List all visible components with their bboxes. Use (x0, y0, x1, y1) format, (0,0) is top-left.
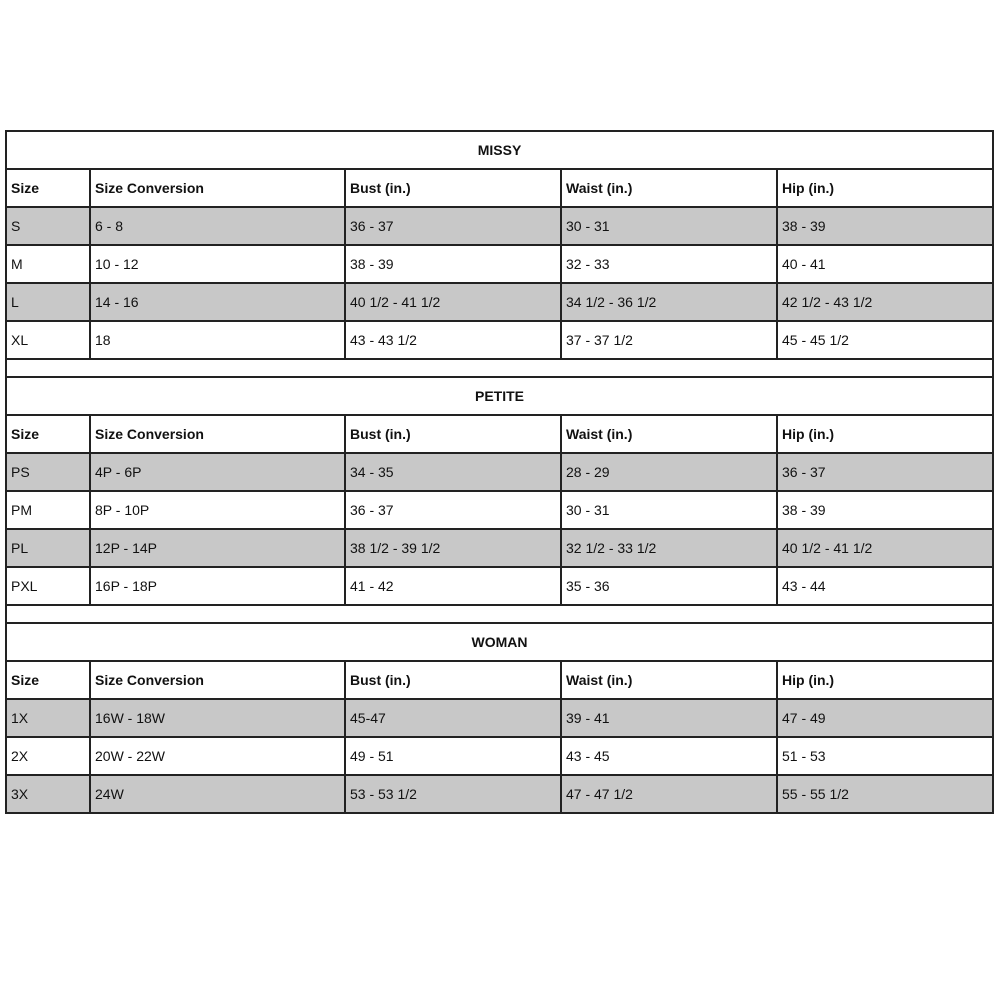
cell-size-conversion: 18 (90, 321, 345, 359)
column-header-row (6, 415, 993, 453)
table-row (6, 283, 993, 321)
cell-size-conversion: 24W (90, 775, 345, 813)
header-hip: Hip (in.) (777, 661, 993, 699)
divider-cell (6, 605, 993, 623)
cell-hip: 38 - 39 (777, 207, 993, 245)
cell-size: 2X (6, 737, 90, 775)
cell-size-conversion: 12P - 14P (90, 529, 345, 567)
cell-hip: 43 - 44 (777, 567, 993, 605)
section-title-row (6, 377, 993, 415)
cell-bust: 49 - 51 (345, 737, 561, 775)
section-divider (6, 605, 993, 623)
cell-hip: 36 - 37 (777, 453, 993, 491)
table-row (6, 245, 993, 283)
cell-size: M (6, 245, 90, 283)
cell-size: PL (6, 529, 90, 567)
cell-waist: 39 - 41 (561, 699, 777, 737)
header-size: Size (6, 415, 90, 453)
table-row (6, 567, 993, 605)
table-row (6, 737, 993, 775)
column-header-row (6, 169, 993, 207)
cell-hip: 40 - 41 (777, 245, 993, 283)
cell-size-conversion: 20W - 22W (90, 737, 345, 775)
cell-hip: 47 - 49 (777, 699, 993, 737)
section-title-row (6, 623, 993, 661)
cell-size-conversion: 16W - 18W (90, 699, 345, 737)
cell-hip: 40 1/2 - 41 1/2 (777, 529, 993, 567)
cell-size: XL (6, 321, 90, 359)
cell-hip: 42 1/2 - 43 1/2 (777, 283, 993, 321)
table-row (6, 699, 993, 737)
cell-bust: 53 - 53 1/2 (345, 775, 561, 813)
header-size-conversion: Size Conversion (90, 661, 345, 699)
cell-size-conversion: 10 - 12 (90, 245, 345, 283)
cell-bust: 45-47 (345, 699, 561, 737)
cell-waist: 30 - 31 (561, 491, 777, 529)
table-row (6, 491, 993, 529)
table-row (6, 321, 993, 359)
table-row (6, 207, 993, 245)
section-title-petite: PETITE (6, 377, 993, 415)
cell-bust: 34 - 35 (345, 453, 561, 491)
cell-bust: 38 - 39 (345, 245, 561, 283)
table-row (6, 529, 993, 567)
cell-hip: 55 - 55 1/2 (777, 775, 993, 813)
cell-hip: 51 - 53 (777, 737, 993, 775)
section-divider (6, 359, 993, 377)
header-bust: Bust (in.) (345, 169, 561, 207)
table-row (6, 775, 993, 813)
cell-bust: 41 - 42 (345, 567, 561, 605)
cell-size: 3X (6, 775, 90, 813)
header-hip: Hip (in.) (777, 169, 993, 207)
cell-size-conversion: 8P - 10P (90, 491, 345, 529)
section-title-row (6, 131, 993, 169)
cell-size-conversion: 6 - 8 (90, 207, 345, 245)
cell-bust: 43 - 43 1/2 (345, 321, 561, 359)
cell-waist: 32 1/2 - 33 1/2 (561, 529, 777, 567)
cell-size: 1X (6, 699, 90, 737)
header-waist: Waist (in.) (561, 415, 777, 453)
cell-size-conversion: 14 - 16 (90, 283, 345, 321)
section-title-missy: MISSY (6, 131, 993, 169)
divider-cell (6, 359, 993, 377)
cell-waist: 47 - 47 1/2 (561, 775, 777, 813)
header-size: Size (6, 169, 90, 207)
header-bust: Bust (in.) (345, 415, 561, 453)
cell-hip: 38 - 39 (777, 491, 993, 529)
header-bust: Bust (in.) (345, 661, 561, 699)
header-hip: Hip (in.) (777, 415, 993, 453)
cell-size: S (6, 207, 90, 245)
header-size-conversion: Size Conversion (90, 415, 345, 453)
cell-size: PS (6, 453, 90, 491)
cell-hip: 45 - 45 1/2 (777, 321, 993, 359)
table-row (6, 453, 993, 491)
cell-size-conversion: 16P - 18P (90, 567, 345, 605)
cell-bust: 36 - 37 (345, 207, 561, 245)
header-waist: Waist (in.) (561, 169, 777, 207)
cell-bust: 40 1/2 - 41 1/2 (345, 283, 561, 321)
header-waist: Waist (in.) (561, 661, 777, 699)
cell-waist: 32 - 33 (561, 245, 777, 283)
column-header-row (6, 661, 993, 699)
cell-waist: 43 - 45 (561, 737, 777, 775)
header-size-conversion: Size Conversion (90, 169, 345, 207)
cell-waist: 30 - 31 (561, 207, 777, 245)
cell-size: PXL (6, 567, 90, 605)
cell-size-conversion: 4P - 6P (90, 453, 345, 491)
cell-bust: 38 1/2 - 39 1/2 (345, 529, 561, 567)
header-size: Size (6, 661, 90, 699)
cell-waist: 35 - 36 (561, 567, 777, 605)
cell-waist: 34 1/2 - 36 1/2 (561, 283, 777, 321)
size-chart-table (5, 130, 994, 814)
cell-size: L (6, 283, 90, 321)
cell-waist: 37 - 37 1/2 (561, 321, 777, 359)
cell-bust: 36 - 37 (345, 491, 561, 529)
section-title-woman: WOMAN (6, 623, 993, 661)
cell-size: PM (6, 491, 90, 529)
cell-waist: 28 - 29 (561, 453, 777, 491)
